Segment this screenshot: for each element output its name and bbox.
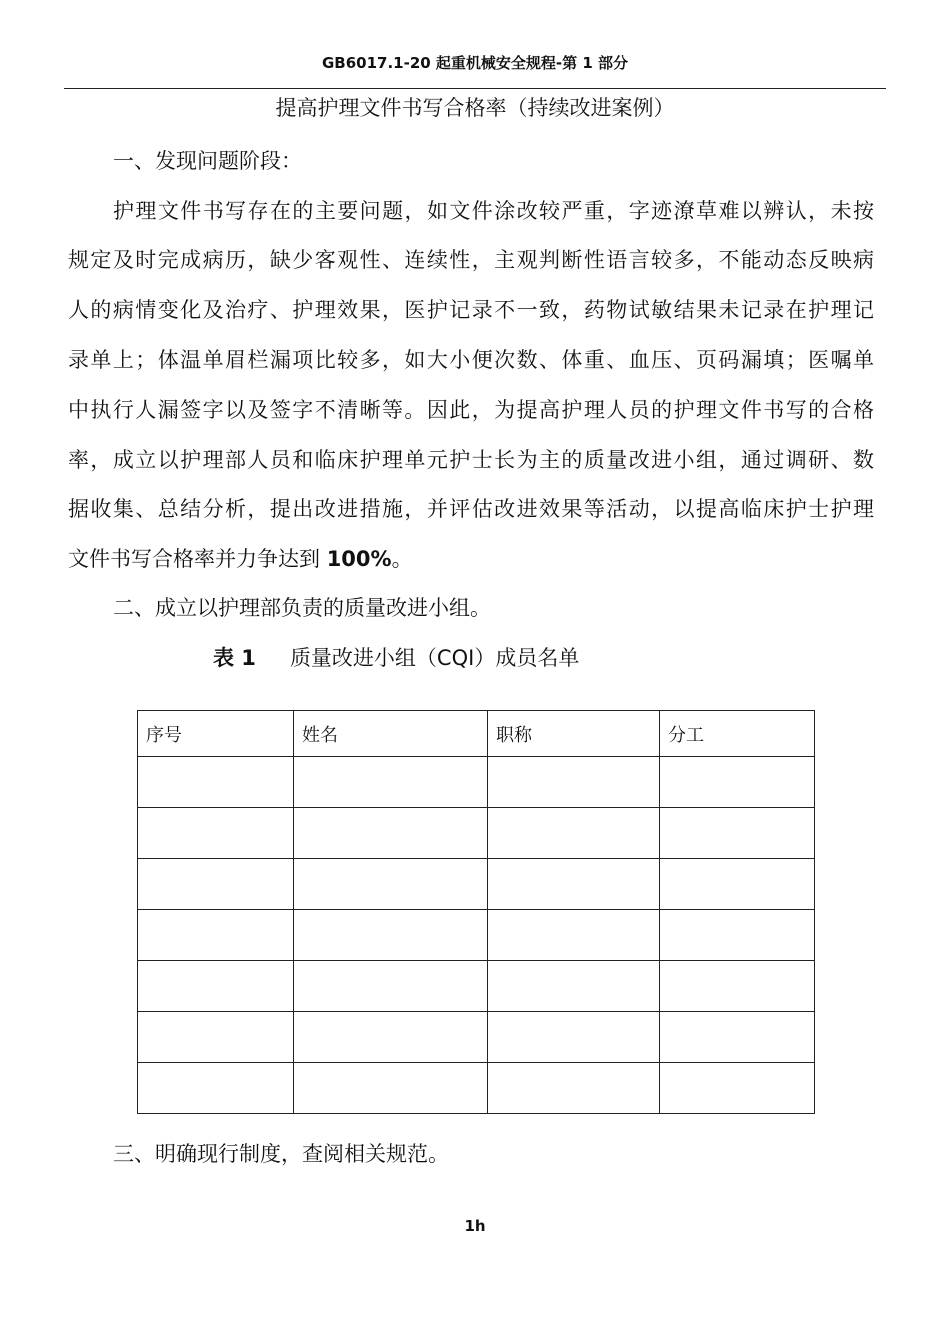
section-2-heading: 二、成立以护理部负责的质量改进小组。 bbox=[113, 596, 491, 620]
table-row bbox=[138, 1063, 815, 1114]
header-cell-number: 序号 bbox=[138, 711, 294, 757]
table-cell bbox=[660, 961, 815, 1012]
table-row bbox=[138, 757, 815, 808]
header-cell-title: 职称 bbox=[488, 711, 660, 757]
paragraph-line-3: 人的病情变化及治疗、护理效果，医护记录不一致，药物试敏结果未记录在护理记 bbox=[68, 298, 874, 322]
table-cell bbox=[488, 1012, 660, 1063]
table-cell bbox=[488, 808, 660, 859]
document-title: 提高护理文件书写合格率（持续改进案例） bbox=[275, 96, 675, 120]
table-cell bbox=[294, 859, 488, 910]
table-cell bbox=[294, 1063, 488, 1114]
paragraph-line-1: 护理文件书写存在的主要问题，如文件涂改较严重，字迹潦草难以辨认，未按 bbox=[113, 199, 874, 223]
target-percentage: 100% bbox=[326, 547, 392, 571]
table-cell bbox=[294, 961, 488, 1012]
header-divider bbox=[64, 88, 886, 89]
table-row bbox=[138, 910, 815, 961]
header-cell-duty: 分工 bbox=[660, 711, 815, 757]
page-number: 1h bbox=[464, 1217, 486, 1235]
table-cell bbox=[660, 757, 815, 808]
table-cell bbox=[488, 859, 660, 910]
table-cell bbox=[488, 910, 660, 961]
paragraph-line-7: 据收集、总结分析，提出改进措施，并评估改进效果等活动，以提高临床护士护理 bbox=[68, 497, 874, 521]
table-cell bbox=[488, 1063, 660, 1114]
table-row bbox=[138, 808, 815, 859]
table-cell bbox=[660, 1012, 815, 1063]
table-cell bbox=[294, 1012, 488, 1063]
paragraph-line-5: 中执行人漏签字以及签字不清晰等。因此，为提高护理人员的护理文件书写的合格 bbox=[68, 398, 874, 422]
table-caption bbox=[213, 643, 579, 673]
table-cell bbox=[138, 1012, 294, 1063]
section-1-heading: 一、发现问题阶段： bbox=[113, 149, 302, 173]
table-caption-text: 质量改进小组（CQI）成员名单 bbox=[289, 646, 580, 670]
paragraph-line-6: 率，成立以护理部人员和临床护理单元护士长为主的质量改进小组，通过调研、数 bbox=[68, 448, 874, 472]
table-cell bbox=[294, 808, 488, 859]
table-cell bbox=[660, 859, 815, 910]
paragraph-line-8 bbox=[68, 544, 874, 574]
table-cell bbox=[138, 961, 294, 1012]
table-cell bbox=[138, 757, 294, 808]
table-cell bbox=[488, 757, 660, 808]
table-row bbox=[138, 1012, 815, 1063]
table-cell bbox=[660, 910, 815, 961]
paragraph-line-8-end: 。 bbox=[391, 547, 413, 571]
table-row bbox=[138, 961, 815, 1012]
table-cell bbox=[138, 808, 294, 859]
table-caption-label: 表 1 bbox=[213, 646, 256, 670]
page-header: GB6017.1-20 起重机械安全规程-第 1 部分 bbox=[321, 54, 629, 72]
table-cell bbox=[488, 961, 660, 1012]
table-cell bbox=[294, 910, 488, 961]
section-3-heading: 三、明确现行制度，查阅相关规范。 bbox=[113, 1142, 449, 1166]
paragraph-line-2: 规定及时完成病历，缺少客观性、连续性，主观判断性语言较多，不能动态反映病 bbox=[68, 248, 874, 272]
member-table bbox=[137, 710, 815, 1114]
header-cell-name: 姓名 bbox=[294, 711, 488, 757]
table-row bbox=[138, 859, 815, 910]
table-cell bbox=[138, 859, 294, 910]
table-header-row bbox=[138, 711, 815, 757]
table-cell bbox=[138, 910, 294, 961]
table-cell bbox=[294, 757, 488, 808]
table-cell bbox=[660, 808, 815, 859]
table-cell bbox=[660, 1063, 815, 1114]
paragraph-line-4: 录单上；体温单眉栏漏项比较多，如大小便次数、体重、血压、页码漏填；医嘱单 bbox=[68, 348, 874, 372]
table-cell bbox=[138, 1063, 294, 1114]
paragraph-line-8-text: 文件书写合格率并力争达到 bbox=[68, 547, 327, 571]
